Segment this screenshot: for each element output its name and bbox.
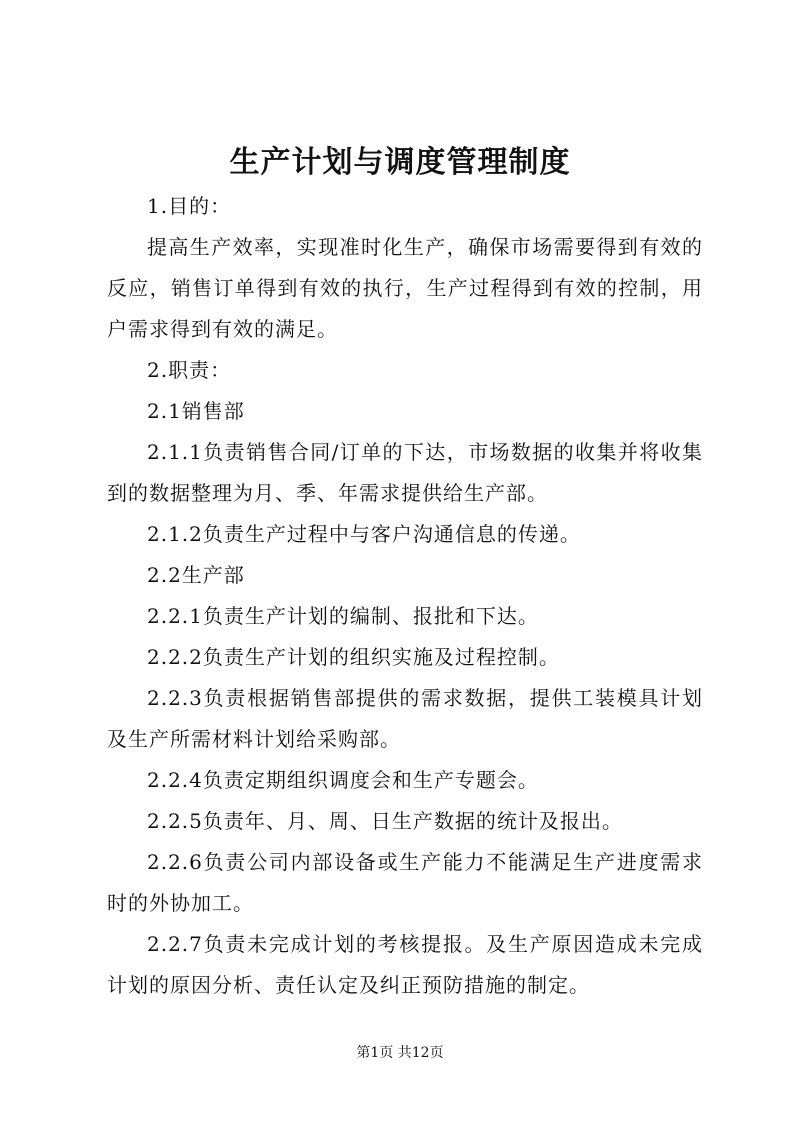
paragraph-2-2-2: 2.2.2负责生产计划的组织实施及过程控制。 bbox=[147, 645, 560, 669]
paragraph-2-2-3: 2.2.3负责根据销售部提供的需求数据，提供工装模具计划及生产所需材料计划给采购部。 bbox=[107, 686, 703, 751]
paragraph-2-2-1: 2.2.1负责生产计划的编制、报批和下达。 bbox=[147, 604, 539, 628]
paragraph-sales-heading: 2.1销售部 bbox=[147, 399, 245, 423]
page-footer: 第1页 共12页 bbox=[356, 1045, 444, 1061]
paragraph-2-1-1: 2.1.1负责销售合同/订单的下达，市场数据的收集并将收集到的数据整理为月、季、年需求提供给生产部。 bbox=[107, 440, 703, 505]
document-title: 生产计划与调度管理制度 bbox=[229, 145, 571, 180]
paragraph-2-2-7: 2.2.7负责未完成计划的考核提报。及生产原因造成未完成计划的原因分析、责任认定及纠正预防措施的制定。 bbox=[107, 932, 703, 997]
paragraph-production-heading: 2.2生产部 bbox=[147, 563, 245, 587]
paragraph-2-2-5: 2.2.5负责年、月、周、日生产数据的统计及报出。 bbox=[147, 809, 623, 833]
paragraph-purpose-heading: 1.目的： bbox=[147, 194, 232, 218]
paragraph-duties-heading: 2.职责： bbox=[147, 358, 232, 382]
paragraph-2-2-6: 2.2.6负责公司内部设备或生产能力不能满足生产进度需求时的外协加工。 bbox=[107, 850, 703, 915]
paragraph-2-2-4: 2.2.4负责定期组织调度会和生产专题会。 bbox=[147, 768, 539, 792]
paragraph-2-1-2: 2.1.2负责生产过程中与客户沟通信息的传递。 bbox=[147, 522, 581, 546]
paragraph-purpose-text: 提高生产效率，实现准时化生产，确保市场需要得到有效的反应，销售订单得到有效的执行，生产过程得到有效的控制，用户需求得到有效的满足。 bbox=[107, 235, 703, 341]
document-body bbox=[107, 186, 703, 1006]
